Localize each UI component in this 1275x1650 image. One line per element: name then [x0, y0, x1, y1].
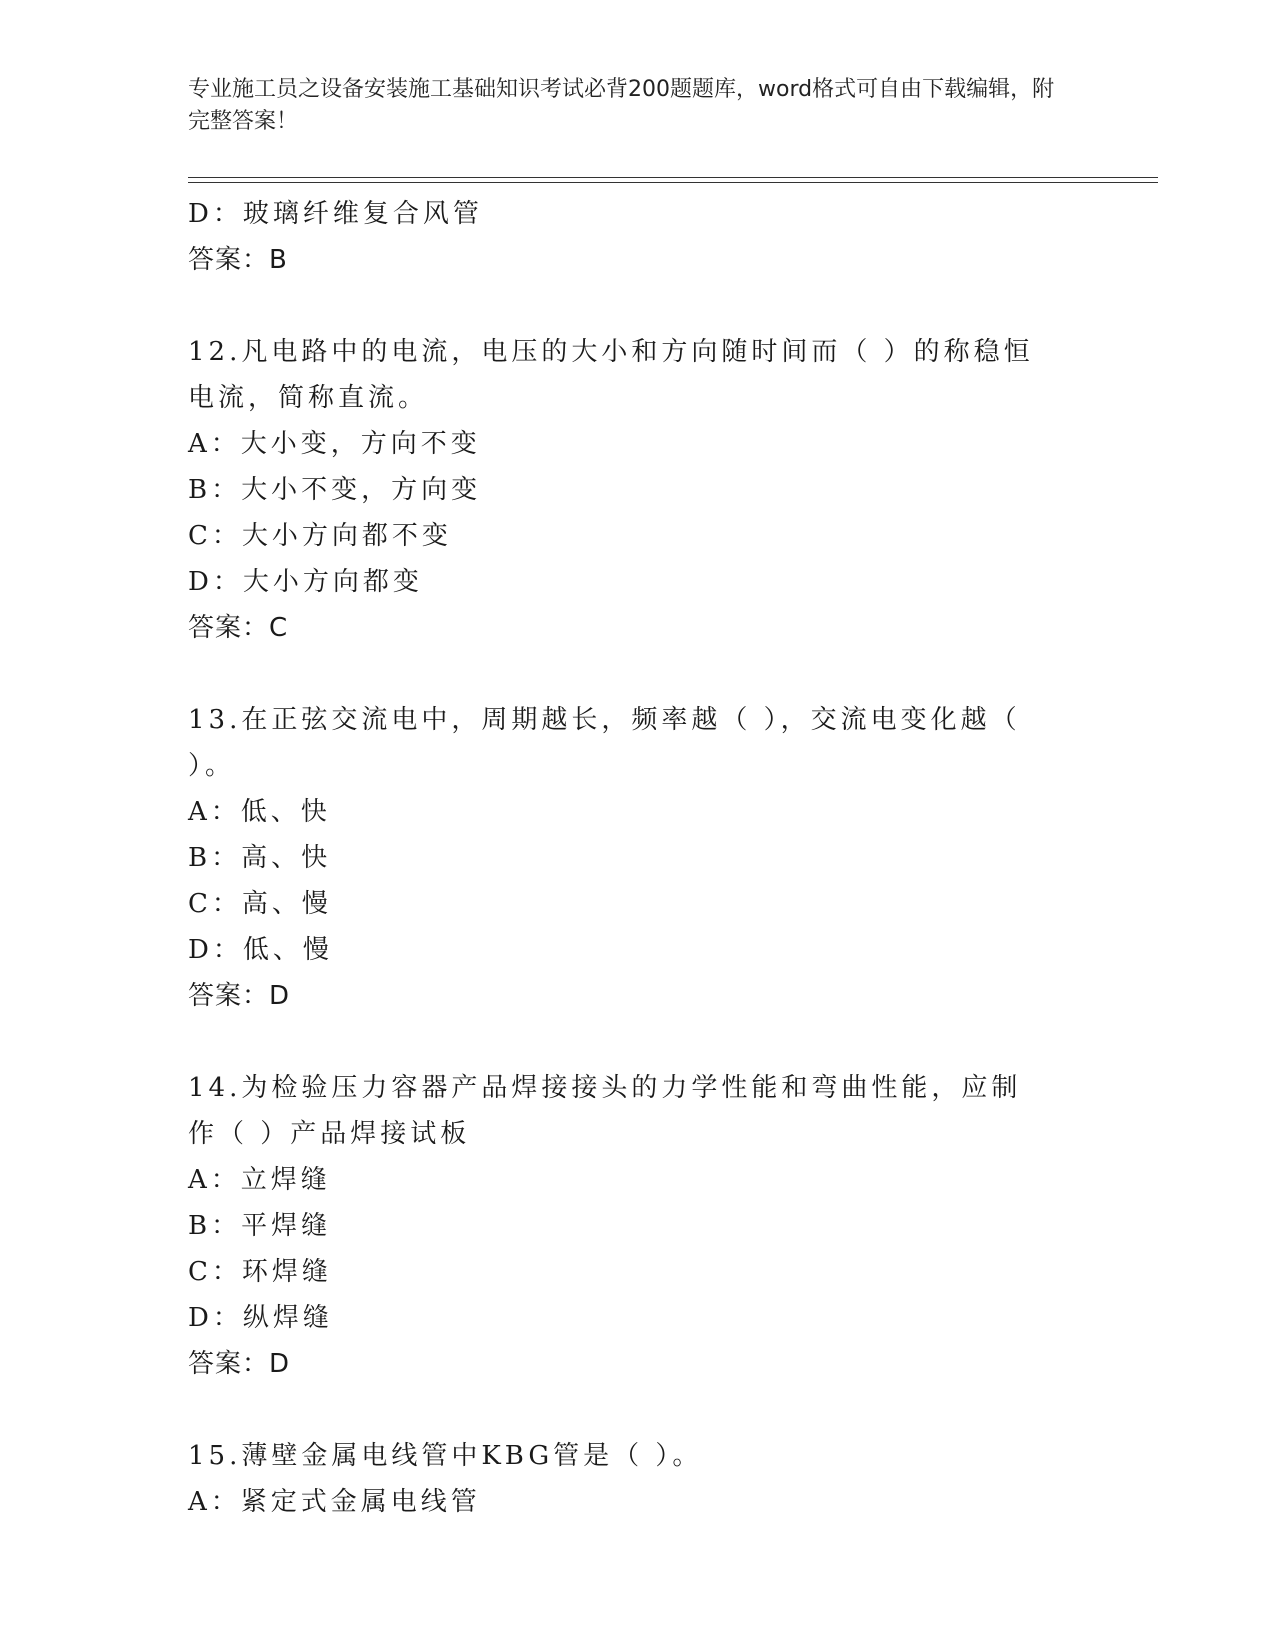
option-b: B：高、快: [188, 843, 332, 873]
question-body: [188, 191, 1068, 1525]
page-header: 专业施工员之设备安装施工基础知识考试必背200题题库，word格式可自由下载编辑，附完整答案！: [188, 77, 1055, 134]
question-stem: 12.凡电路中的电流，电压的大小和方向随时间而（ ）的称稳恒电流，简称直流。: [188, 337, 1034, 413]
option-c: C：高、慢: [188, 889, 332, 919]
question-13: [188, 697, 1068, 1019]
option-c: C：环焊缝: [188, 1257, 332, 1287]
question-12: [188, 329, 1068, 651]
option-d: D：低、慢: [188, 935, 333, 965]
option-a: A：大小变，方向不变: [188, 429, 481, 459]
header-divider-top: [188, 177, 1158, 178]
question-14: [188, 1065, 1068, 1387]
answer-line: 答案：C: [188, 613, 289, 643]
answer-line: 答案：B: [188, 245, 288, 275]
question-stem: 13.在正弦交流电中，周期越长，频率越（ ），交流电变化越（ ）。: [188, 705, 1021, 781]
option-d: D：纵焊缝: [188, 1303, 333, 1333]
option-d: D：玻璃纤维复合风管: [188, 199, 483, 229]
option-c: C：大小方向都不变: [188, 521, 452, 551]
question-stem: 14.为检验压力容器产品焊接接头的力学性能和弯曲性能，应制作（ ）产品焊接试板: [188, 1073, 1022, 1149]
answer-line: 答案：D: [188, 981, 291, 1011]
question-15: [188, 1433, 1068, 1525]
option-a: A：紧定式金属电线管: [188, 1487, 481, 1517]
question-stem: 15.薄壁金属电线管中KBG管是（ ）。: [188, 1441, 703, 1471]
option-a: A：立焊缝: [188, 1165, 331, 1195]
header-divider-bottom: [188, 182, 1158, 183]
answer-line: 答案：D: [188, 1349, 291, 1379]
option-b: B：大小不变，方向变: [188, 475, 482, 505]
option-b: B：平焊缝: [188, 1211, 332, 1241]
option-a: A：低、快: [188, 797, 331, 827]
option-d: D：大小方向都变: [188, 567, 423, 597]
